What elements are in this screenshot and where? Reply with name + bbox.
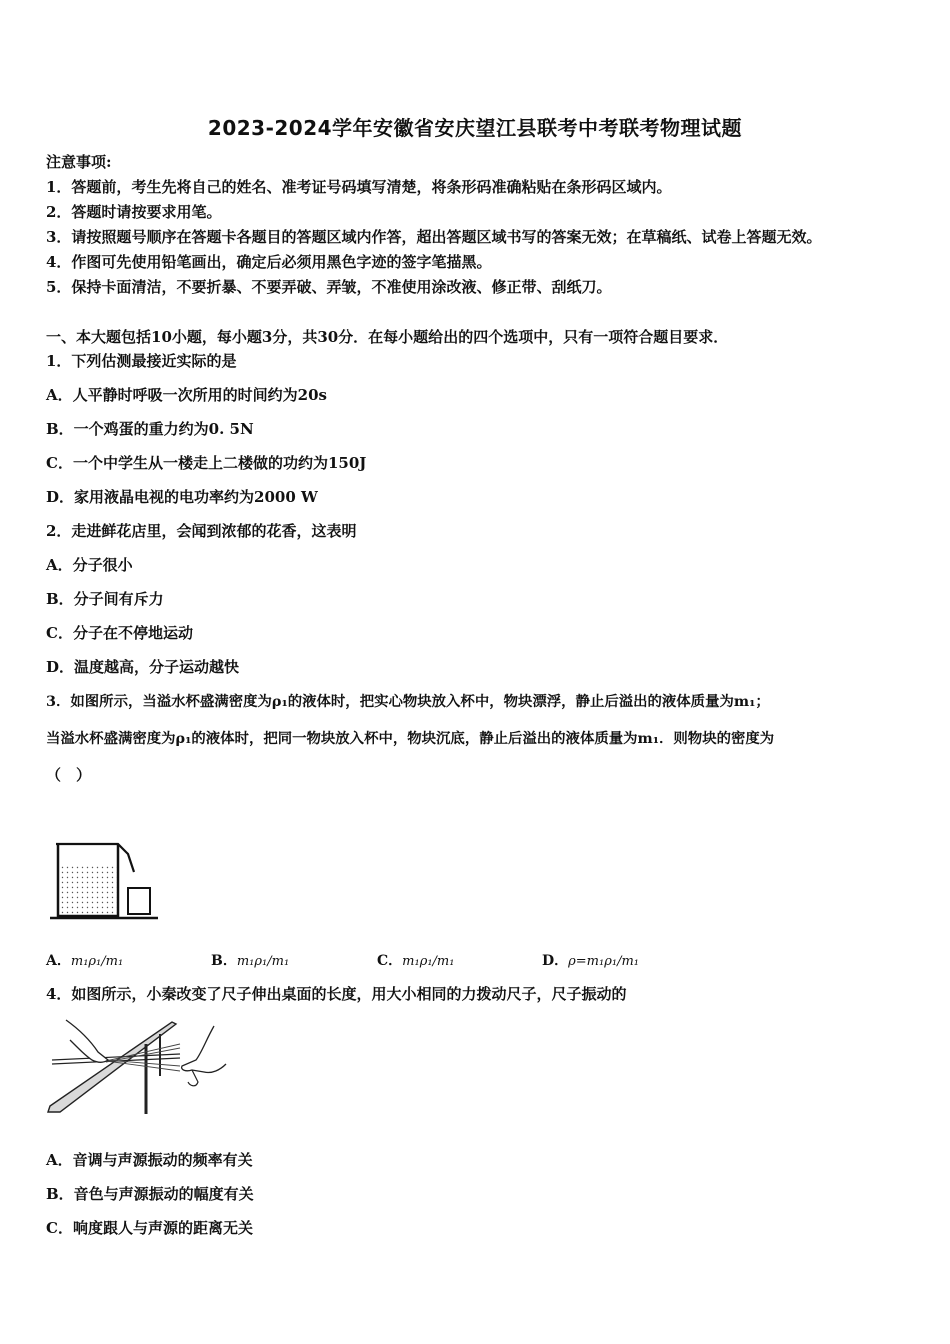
q4-option-c: C．响度跟人与声源的距离无关 (46, 1219, 253, 1237)
q2-stem: 2．走进鲜花店里，会闻到浓郁的花香，这表明 (46, 522, 357, 540)
q3-option-b-expr: m₁ρ₁/m₁ (236, 954, 290, 969)
right-hand (182, 1026, 226, 1073)
q3-option-a-label: A． (46, 953, 71, 969)
q3-option-c-expr: m₁ρ₁/m₁ (402, 954, 455, 969)
q2-option-c: C．分子在不停地运动 (46, 624, 193, 642)
q3-line-1: 3．如图所示，当溢水杯盛满密度为ρ₁的液体时，把实心物块放入杯中，物块漂浮，静止后溢出的液体质量为m₁； (46, 693, 770, 710)
q3-line-2: 当溢水杯盛满密度为ρ₁的液体时，把同一物块放入杯中，物块沉底，静止后溢出的液体质量为m₁．则物块的密度为 (46, 730, 775, 747)
page-title: 2023-2024学年安徽省安庆望江县联考中考联考物理试题 (207, 116, 743, 140)
q2-option-b: B．分子间有斥力 (46, 590, 164, 608)
q2-option-d: D．温度越高，分子运动越快 (46, 658, 240, 676)
beaker (128, 888, 150, 914)
notice-item-1: 1．答题前，考生先将自己的姓名、准考证号码填写清楚，将条形码准确粘贴在条形码区域内。 (46, 178, 672, 196)
q3-option-c (377, 950, 454, 970)
notice-item-2: 2．答题时请按要求用笔。 (46, 203, 222, 221)
q3-option-b-label: B． (211, 953, 237, 969)
overflow-cup-figure (46, 836, 162, 922)
q2-option-a: A．分子很小 (46, 556, 133, 574)
notice-item-3: 3．请按照题号顺序在答题卡各题目的答题区域内作答，超出答题区域书写的答案无效；在草稿纸、试卷上答题无效。 (46, 228, 822, 246)
q1-option-c: C．一个中学生从一楼走上二楼做的功约为150J (46, 454, 367, 472)
left-hand (66, 1020, 108, 1062)
liquid-fill (58, 864, 118, 916)
q4-option-a: A．音调与声源振动的频率有关 (46, 1151, 253, 1169)
q1-option-d: D．家用液晶电视的电功率约为2000 W (46, 488, 318, 506)
table-top (48, 1022, 176, 1112)
q3-line-3: （ ） (46, 766, 92, 784)
notice-heading: 注意事项: (46, 153, 112, 171)
q3-option-a (46, 950, 123, 970)
q3-option-d-expr: ρ=m₁ρ₁/m₁ (568, 954, 639, 969)
q4-stem: 4．如图所示，小秦改变了尺子伸出桌面的长度，用大小相同的力拨动尺子，尺子振动的 (46, 985, 627, 1003)
q3-option-a-expr: m₁ρ₁/m₁ (70, 954, 124, 969)
q3-option-b (211, 950, 289, 970)
q1-option-b: B．一个鸡蛋的重力约为0. 5N (46, 420, 254, 438)
notice-item-4: 4．作图可先使用铅笔画出，确定后必须用黑色字迹的签字笔描黑。 (46, 253, 492, 271)
ruler-table-figure (46, 1016, 230, 1118)
q1-stem: 1．下列估测最接近实际的是 (46, 352, 237, 370)
q4-option-b: B．音色与声源振动的幅度有关 (46, 1185, 254, 1203)
notice-item-5: 5．保持卡面清洁，不要折暴、不要弄破、弄皱，不准使用涂改液、修正带、刮纸刀。 (46, 278, 612, 296)
q3-option-d-label: D． (542, 953, 569, 969)
right-hand-finger (188, 1070, 198, 1086)
section-heading: 一、本大题包括10小题，每小题3分，共30分．在每小题给出的四个选项中，只有一项符合题目要求． (46, 328, 729, 346)
q1-option-a: A．人平静时呼吸一次所用的时间约为20s (46, 386, 327, 404)
q3-option-c-label: C． (377, 953, 403, 969)
q3-option-d (542, 950, 639, 970)
